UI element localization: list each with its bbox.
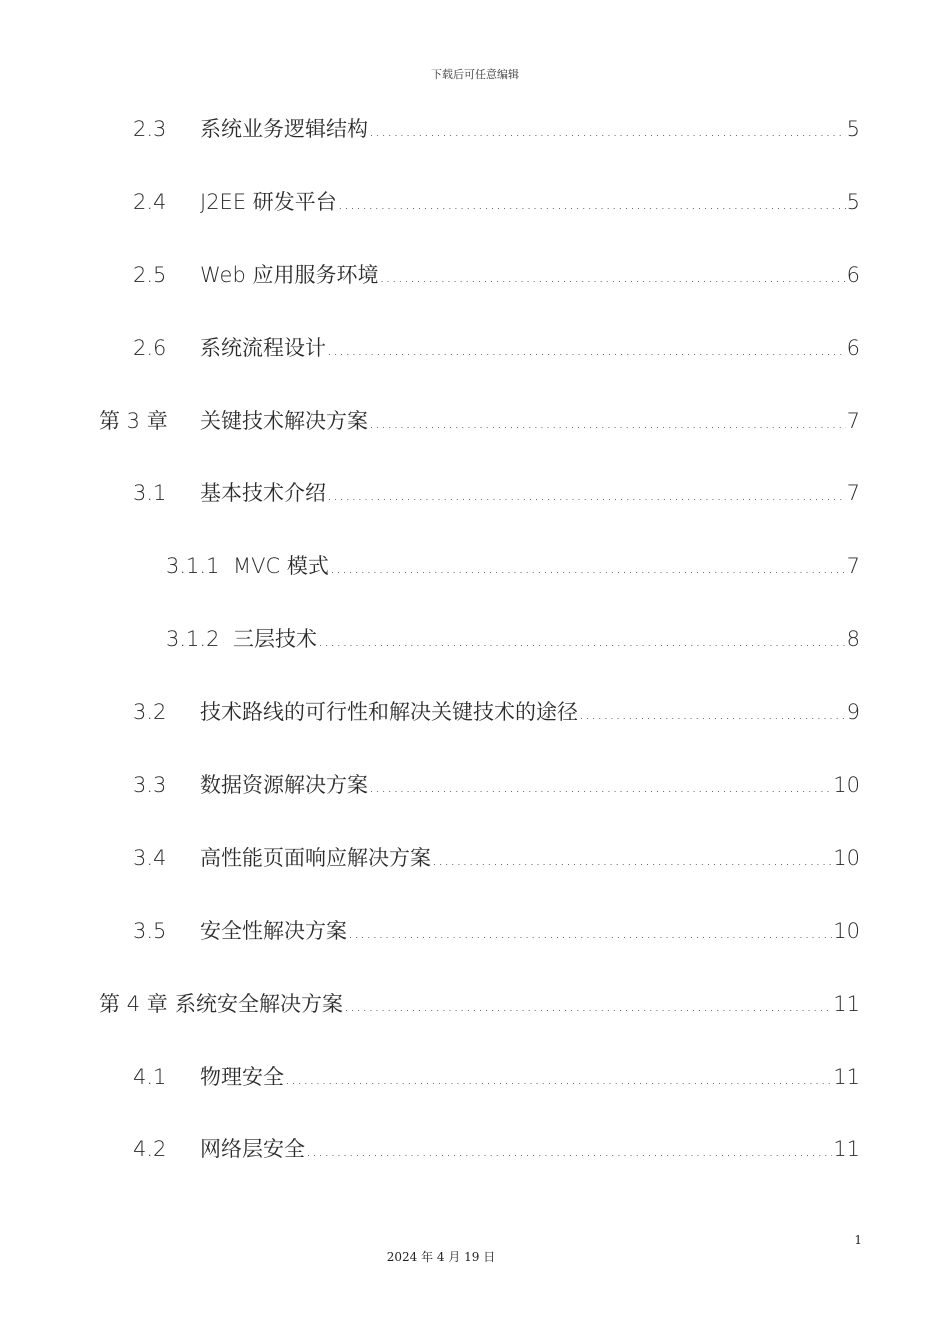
toc-entry[interactable]: [133, 769, 860, 799]
toc-dot-leader: [432, 850, 832, 869]
toc-entry-title: 安全性解决方案: [200, 919, 347, 943]
page-footer-date: 2024 年 4 月 19 日: [386, 1250, 496, 1264]
toc-entry-number: 3.2: [133, 700, 167, 724]
toc-entry-title: 高性能页面响应解决方案: [200, 846, 431, 870]
toc-entry-page: 11: [833, 992, 860, 1016]
toc-entry-title: 网络层安全: [200, 1137, 305, 1161]
toc-dot-leader: [338, 194, 846, 213]
page-number: 1: [854, 1233, 862, 1247]
toc-entry-number: 第 3 章: [99, 409, 168, 433]
toc-entry-title: 基本技术介绍: [200, 481, 326, 505]
toc-entry-number: 3.1: [133, 481, 167, 505]
toc-entry[interactable]: [133, 259, 860, 289]
toc-entry-number: 3.5: [133, 919, 167, 943]
toc-entry-page: 10: [833, 846, 860, 870]
toc-entry-title: 技术路线的可行性和解决关键技术的途径: [200, 700, 578, 724]
toc-entry-sub[interactable]: [166, 623, 860, 653]
toc-entry-page: 11: [833, 1137, 860, 1161]
toc-entry-number: 3.1.2: [166, 627, 220, 651]
toc-dot-leader: [369, 121, 846, 140]
toc-entry-page: 6: [846, 263, 860, 287]
toc-entry[interactable]: [133, 113, 860, 143]
toc-entry[interactable]: [133, 1133, 860, 1163]
toc-entry-number: 4.1: [133, 1065, 167, 1089]
toc-dot-leader: [379, 267, 845, 286]
toc-entry-title: 系统流程设计: [200, 336, 326, 360]
toc-dot-leader: [285, 1069, 832, 1088]
toc-entry-sub[interactable]: [166, 550, 860, 580]
toc-dot-leader: [579, 704, 846, 723]
toc-entry-title: 关键技术解决方案: [200, 409, 368, 433]
toc-entry-page: 7: [846, 554, 860, 578]
toc-dot-leader: [369, 413, 846, 432]
toc-entry-title: 三层技术: [233, 627, 317, 651]
toc-entry[interactable]: [133, 477, 860, 507]
toc-entry-page: 5: [846, 190, 860, 214]
toc-entry-page: 8: [846, 627, 860, 651]
toc-entry-title: Web 应用服务环境: [200, 263, 379, 287]
toc-entry-title: J2EE 研发平台: [200, 190, 337, 214]
toc-dot-leader: [344, 996, 832, 1015]
toc-dot-leader: [318, 631, 846, 650]
toc-entry-page: 11: [833, 1065, 860, 1089]
toc-entry-title: 物理安全: [200, 1065, 284, 1089]
toc-entry-number: 2.6: [133, 336, 167, 360]
toc-entry-number: 2.5: [133, 263, 167, 287]
toc-entry[interactable]: [133, 915, 860, 945]
toc-entry-page: 7: [846, 481, 860, 505]
toc-entry-title: 系统业务逻辑结构: [200, 117, 368, 141]
toc-entry-page: 5: [846, 117, 860, 141]
toc-entry-number: 第 4 章: [99, 992, 168, 1016]
toc-entry-number: 3.4: [133, 846, 167, 870]
toc-entry[interactable]: [133, 842, 860, 872]
toc-dot-leader: [327, 340, 846, 359]
toc-entry-number: 3.3: [133, 773, 167, 797]
toc-entry-page: 10: [833, 919, 860, 943]
toc-entry-title: 系统安全解决方案: [175, 992, 343, 1016]
toc-entry-page: 6: [846, 336, 860, 360]
toc-entry[interactable]: [133, 186, 860, 216]
toc-entry[interactable]: [133, 332, 860, 362]
toc-dot-leader: [327, 485, 846, 504]
toc-entry-chapter[interactable]: [99, 988, 860, 1018]
toc-dot-leader: [369, 777, 832, 796]
toc-entry-title: 数据资源解决方案: [200, 773, 368, 797]
toc-dot-leader: [330, 558, 846, 577]
toc-entry-number: 3.1.1: [166, 554, 220, 578]
toc-entry-number: 2.3: [133, 117, 167, 141]
toc-entry-title: MVC 模式: [233, 554, 329, 578]
toc-dot-leader: [348, 923, 832, 942]
toc-entry[interactable]: [133, 1061, 860, 1091]
toc-entry-page: 9: [846, 700, 860, 724]
page-header: 下载后可任意编辑: [431, 68, 519, 81]
toc-entry-page: 10: [833, 773, 860, 797]
toc-entry-chapter[interactable]: [99, 405, 860, 435]
toc-entry-page: 7: [846, 409, 860, 433]
toc-dot-leader: [306, 1141, 832, 1160]
toc-entry-number: 4.2: [133, 1137, 167, 1161]
toc-entry-number: 2.4: [133, 190, 167, 214]
toc-entry[interactable]: [133, 696, 860, 726]
